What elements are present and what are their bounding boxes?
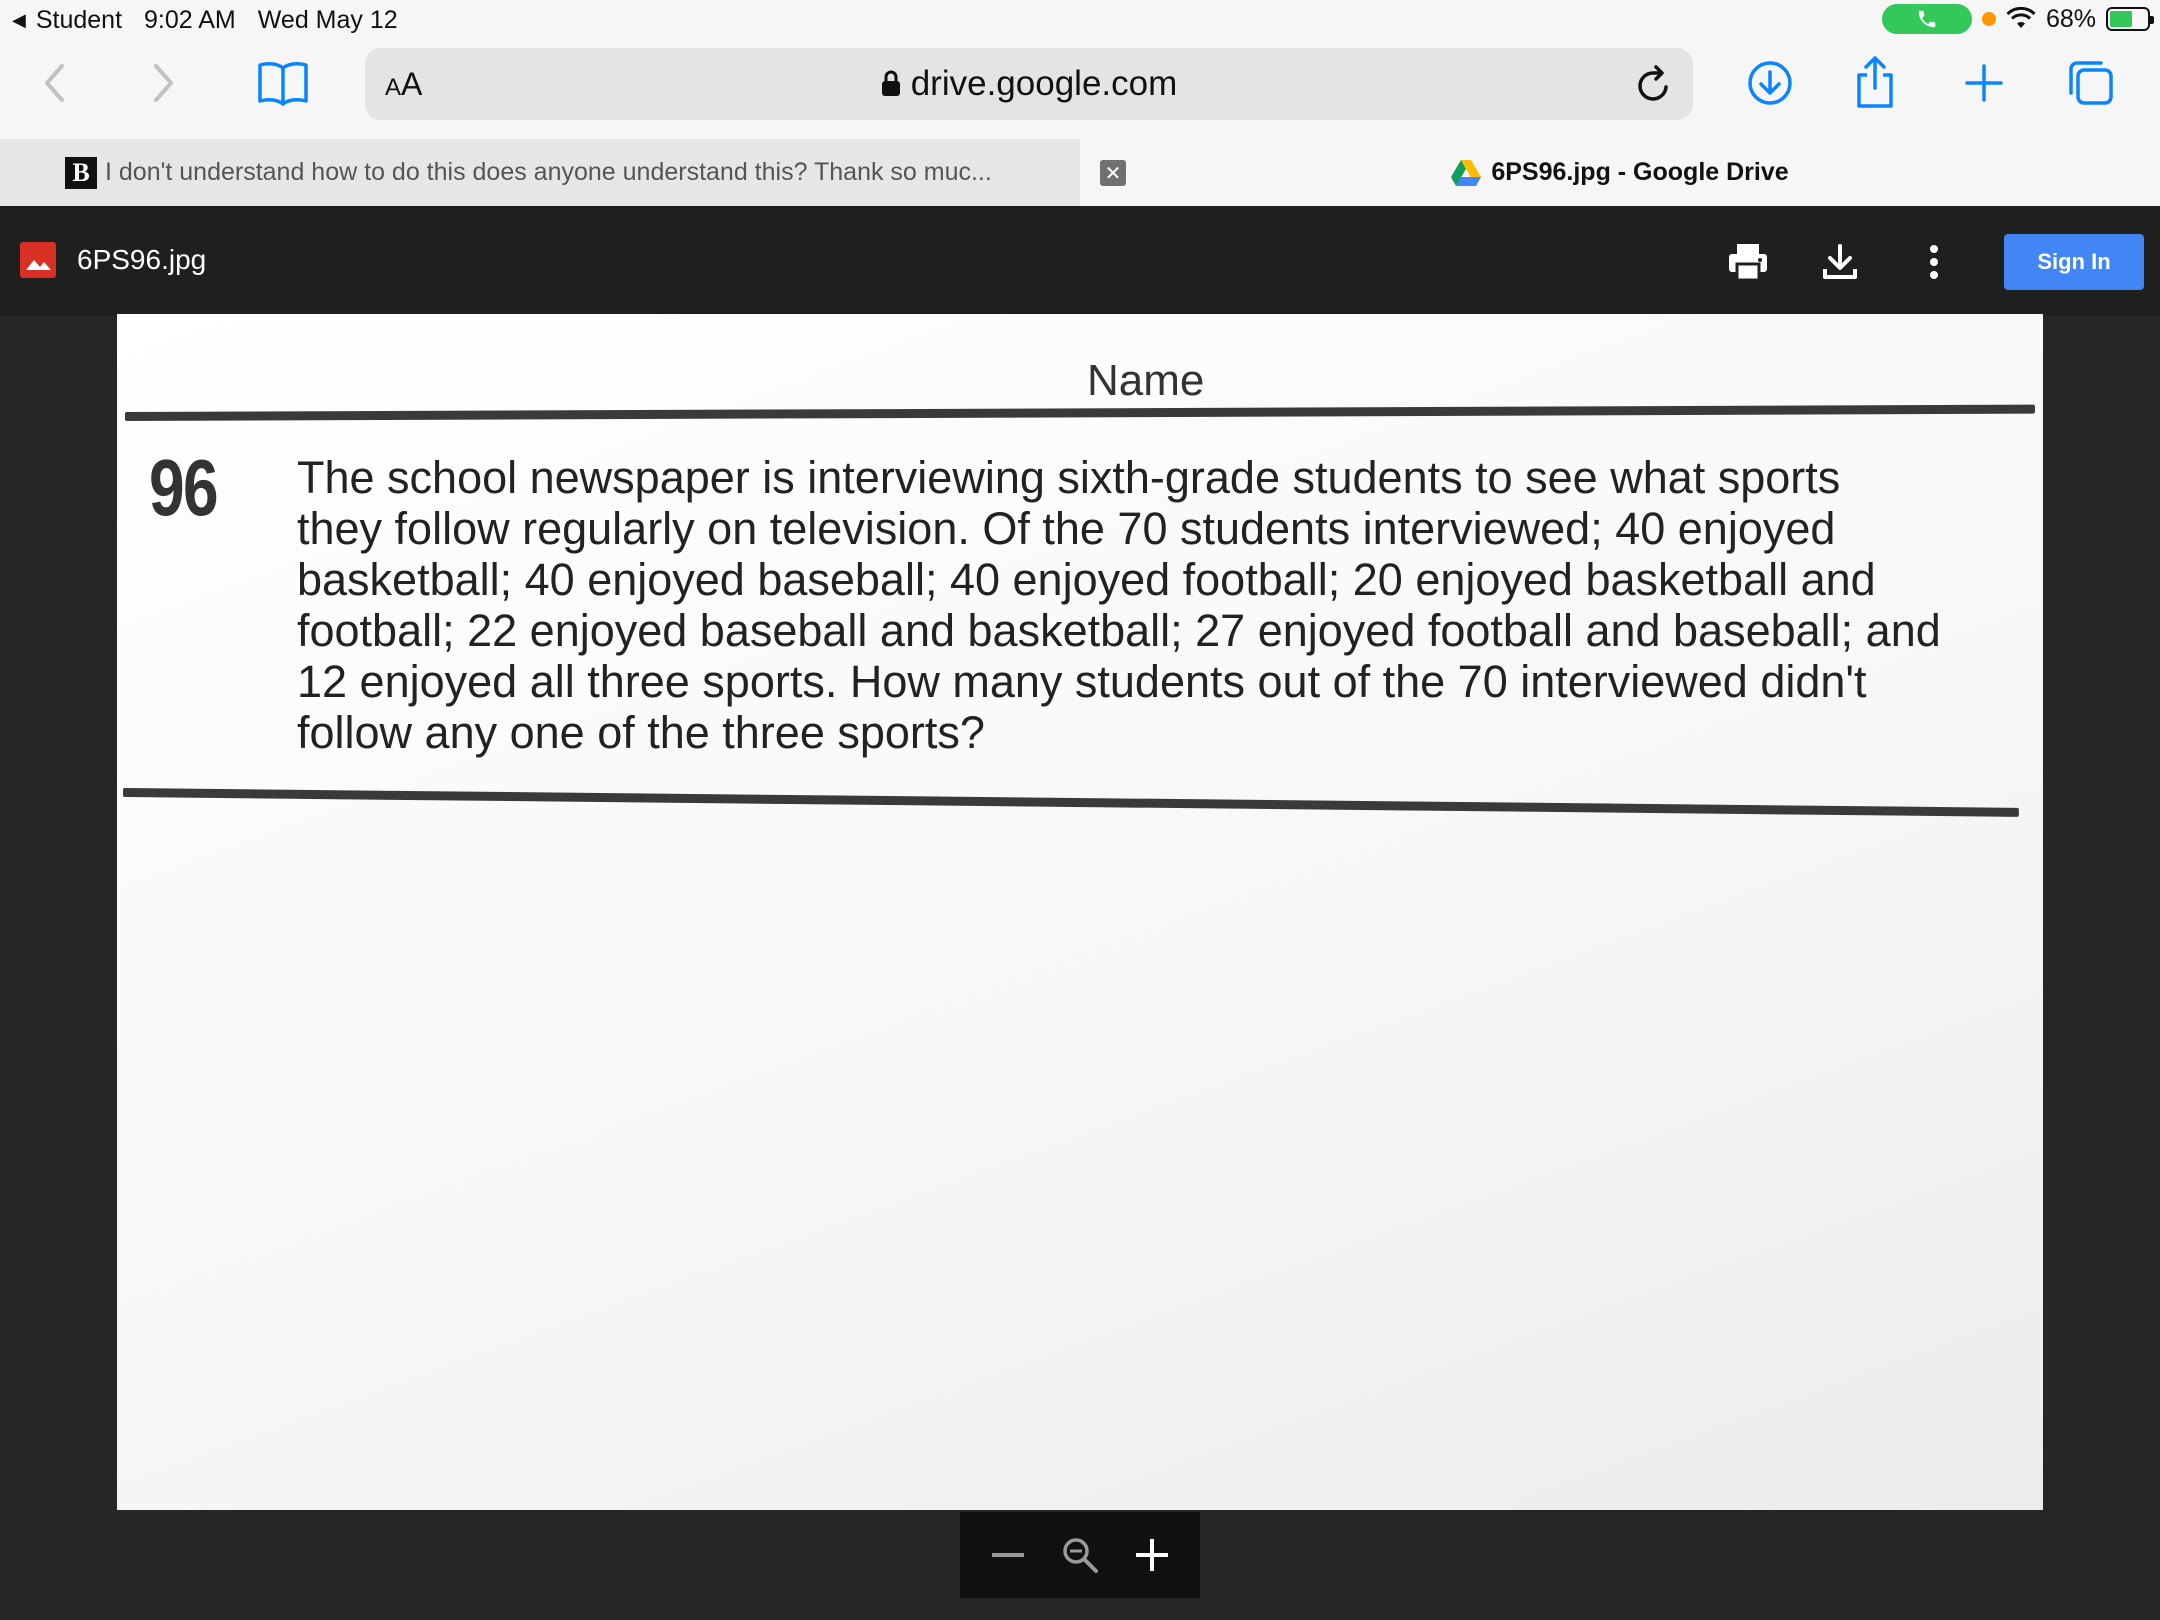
name-label: Name [1087,356,1205,405]
more-vertical-icon[interactable] [1910,238,1958,286]
status-time: 9:02 AM [144,6,236,34]
battery-percent: 68% [2045,4,2096,33]
url-text: drive.google.com [910,64,1178,103]
bookmarks-book-icon[interactable] [255,58,311,108]
active-call-pill[interactable] [1882,4,1972,34]
problem-line: 12 enjoyed all three sports. How many students out of the 70 interviewed didn't [297,656,1867,707]
problem-number: 96 [149,443,217,532]
safari-chrome [0,0,2160,206]
problem-line: The school newspaper is interviewing sixth-grade students to see what sports [297,452,1841,503]
back-chevron-icon[interactable] [36,58,72,108]
google-drive-icon [1451,160,1481,186]
new-tab-plus-icon[interactable] [1961,58,2007,108]
tab-brainly-question[interactable] [0,139,1080,206]
phone-icon [1916,8,1938,30]
download-icon[interactable] [1816,238,1864,286]
back-app-label: Student [35,6,123,34]
image-file-icon [20,242,56,278]
zoom-controls [960,1512,1200,1598]
problem-line: basketball; 40 enjoyed baseball; 40 enjoyed football; 20 enjoyed basketball and [297,554,1876,605]
magnifier-icon[interactable] [1050,1525,1110,1585]
drive-viewer-header [0,206,2160,316]
battery-icon [2106,7,2150,31]
wifi-icon [2006,7,2036,31]
problem-text [297,452,1957,758]
zoom-in-icon[interactable] [1122,1525,1182,1585]
share-icon[interactable] [1852,54,1898,110]
address-bar[interactable] [365,48,1693,120]
lock-icon [881,66,901,106]
text-size-large-label: A [401,66,423,102]
sign-in-button[interactable]: Sign In [2004,234,2144,290]
back-to-app[interactable] [12,6,398,35]
close-tab-icon[interactable]: ✕ [1100,160,1126,186]
tab-title: I don't understand how to do this does anyone understand this? Thank so muc... [105,158,992,186]
tab-google-drive[interactable] [1080,139,2160,206]
status-date: Wed May 12 [257,6,398,34]
reload-icon[interactable] [1635,64,1673,109]
problem-line: they follow regularly on television. Of the 70 students interviewed; 40 enjoyed [297,503,1836,554]
mic-indicator-dot [1982,12,1996,26]
status-bar [0,0,2160,40]
tab-bar [0,139,2160,206]
back-triangle-icon: ◀ [12,10,26,30]
document-image [117,314,2043,1510]
status-right [1882,4,2150,34]
problem-line: follow any one of the three sports? [297,707,985,758]
forward-chevron-icon[interactable] [146,58,182,108]
file-name: 6PS96.jpg [77,244,207,275]
print-icon[interactable] [1724,238,1772,286]
tabs-overview-icon[interactable] [2066,58,2116,108]
tab-title: 6PS96.jpg - Google Drive [1491,158,1789,186]
text-size-small-label: A [385,74,402,101]
url-display[interactable] [365,64,1693,106]
brainly-favicon-icon: B [65,157,97,189]
problem-line: football; 22 enjoyed baseball and basketball; 27 enjoyed football and baseball; and [297,605,1941,656]
zoom-out-icon[interactable] [978,1525,1038,1585]
downloads-icon[interactable] [1745,58,1795,108]
